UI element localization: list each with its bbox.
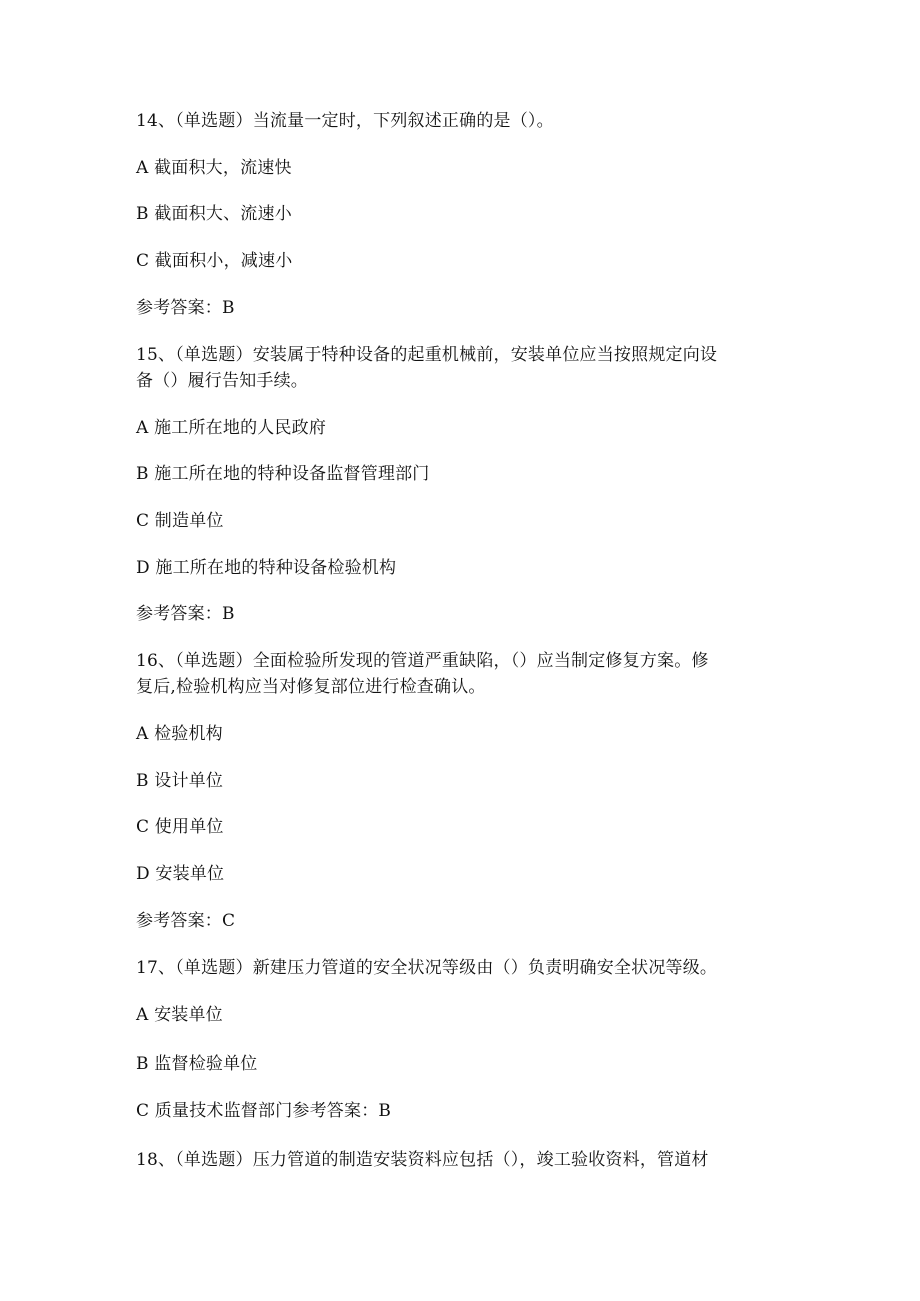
question-15-stem-line-1: 15、（单选题）安装属于特种设备的起重机械前，安装单位应当按照规定向设 (136, 345, 718, 365)
question-14-option-a: A 截面积大，流速快 (136, 158, 292, 178)
question-15-option-d: D 施工所在地的特种设备检验机构 (136, 558, 397, 578)
question-17-stem: 17、（单选题）新建压力管道的安全状况等级由（）负责明确安全状况等级。 (136, 958, 718, 978)
question-14-option-b: B 截面积大、流速小 (136, 204, 292, 224)
question-16-answer: 参考答案：C (136, 911, 236, 931)
question-17-option-b: B 监督检验单位 (136, 1054, 258, 1074)
question-15-stem-line-2: 备（）履行告知手续。 (136, 371, 308, 391)
question-17-option-a: A 安装单位 (136, 1005, 223, 1025)
question-15-option-c: C 制造单位 (136, 511, 224, 531)
question-16-option-a: A 检验机构 (136, 724, 223, 744)
question-16-option-d: D 安装单位 (136, 864, 225, 884)
question-16-option-b: B 设计单位 (136, 771, 224, 791)
question-14-stem: 14、（单选题）当流量一定时，下列叙述正确的是（）。 (136, 111, 554, 131)
question-16-stem-line-2: 复后,检验机构应当对修复部位进行检查确认。 (136, 677, 486, 697)
question-14-option-c: C 截面积小，减速小 (136, 251, 293, 271)
question-15-answer: 参考答案：B (136, 604, 235, 624)
question-16-option-c: C 使用单位 (136, 817, 224, 837)
question-16-stem-line-1: 16、（单选题）全面检验所发现的管道严重缺陷，（）应当制定修复方案。修 (136, 651, 709, 671)
question-14-answer: 参考答案：B (136, 298, 235, 318)
question-18-stem-line-1: 18、（单选题）压力管道的制造安装资料应包括（），竣工验收资料，管道材 (136, 1150, 709, 1170)
question-15-option-a: A 施工所在地的人民政府 (136, 418, 327, 438)
question-15-option-b: B 施工所在地的特种设备监督管理部门 (136, 464, 430, 484)
question-17-option-c-with-answer: C 质量技术监督部门参考答案：B (136, 1101, 392, 1121)
